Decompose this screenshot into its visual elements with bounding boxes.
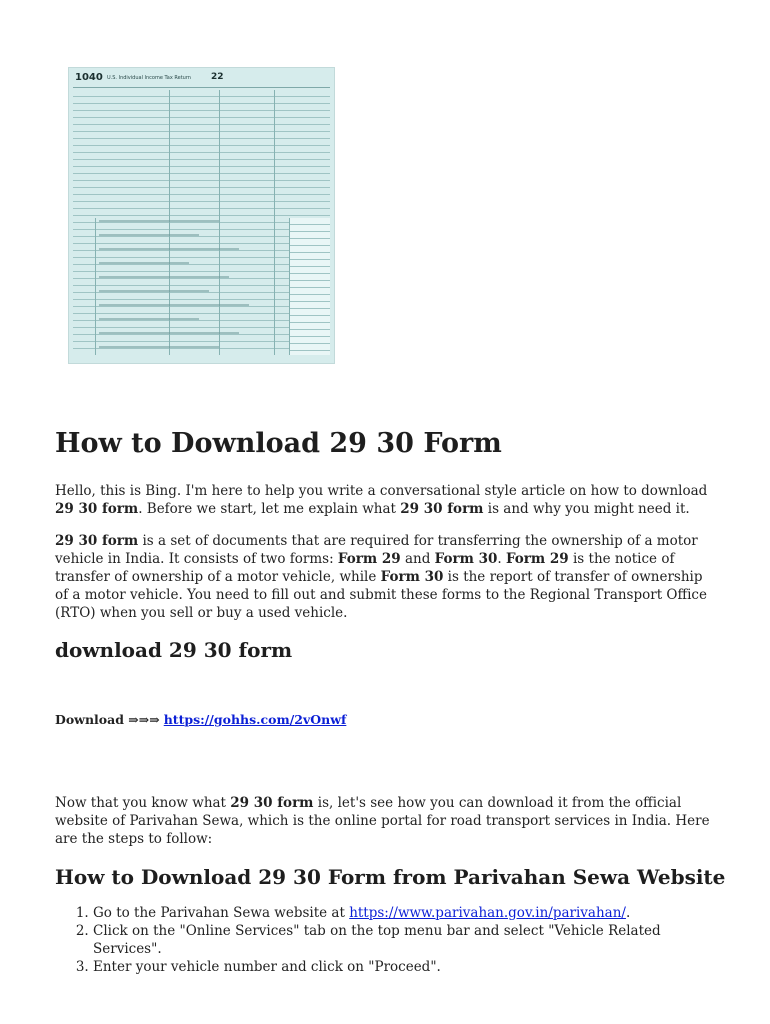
form-sidebar: [73, 218, 96, 355]
parivahan-link[interactable]: https://www.parivahan.gov.in/parivahan/: [349, 905, 626, 921]
download-label: Download ⇒⇒⇒: [55, 712, 160, 727]
list-item: 3. Enter your vehicle number and click on "Proceed".: [93, 958, 733, 976]
steps-list: [55, 904, 733, 976]
form-header: [73, 71, 330, 88]
followup-paragraph: Now that you know what 29 30 form is, let's see how you can download it from the official website of Parivahan Sewa, which is the online portal for road transport services in India. Here are the steps to follow:: [55, 795, 710, 847]
download-line: [55, 711, 717, 729]
page-title: How to Download 29 30 Form: [55, 428, 502, 459]
list-item: 2. Click on the "Online Services" tab on the top menu bar and select "Vehicle Related Services".: [93, 922, 733, 958]
form-number: 1040: [75, 72, 103, 83]
form-title: U.S. Individual Income Tax Return: [107, 75, 191, 81]
form-year: 22: [211, 72, 224, 82]
tax-form-image: [68, 67, 335, 364]
steps-heading: How to Download 29 30 Form from Parivahan Sewa Website: [55, 865, 726, 889]
intro-paragraph: Hello, this is Bing. I'm here to help you write a conversational style article on how to download 29 30 form. Before we start, let me explain what 29 30 form is and why you might need it.: [55, 483, 708, 517]
form-amount-column: [289, 218, 330, 355]
list-item: 1. Go to the Parivahan Sewa website at https://www.parivahan.gov.in/parivahan/.: [93, 904, 733, 922]
download-heading: download 29 30 form: [55, 638, 293, 662]
download-link[interactable]: https://gohhs.com/2vOnwf: [163, 712, 347, 727]
definition-paragraph: 29 30 form is a set of documents that are required for transferring the ownership of a motor vehicle in India. It consists of two forms: Form 29 and Form 30. Form 29 is the notice of transfer of ownership of a motor vehicle, while Form 30 is the report of transfer of ownership of a motor vehicle. You need to fill out and submit these forms to the Regional Transport Office (RTO) when you sell or buy a used vehicle.: [55, 533, 707, 621]
